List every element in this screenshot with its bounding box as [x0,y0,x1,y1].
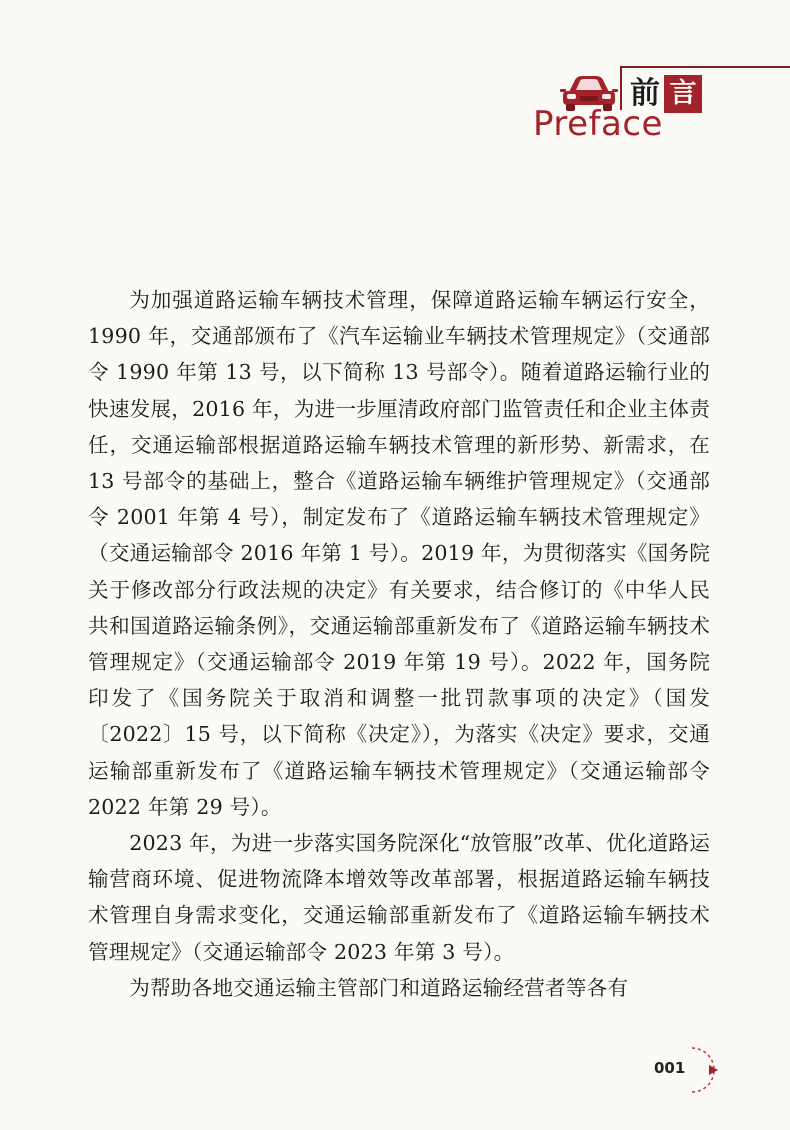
paragraph-2: 2023 年，为进一步落实国务院深化“放管服”改革、优化道路运输营商环境、促进物流降本增效等改革部署，根据道路运输车辆技术管理自身需求变化，交通运输部重新发布了《道路运输车辆技术管理规定》（交通运输部令 2023 年第 3 号）。 [88,831,710,964]
title-char-yan: 言 [664,75,702,113]
header-rule [620,66,790,68]
page-title-en: Preface [533,104,663,144]
title-char-qian: 前 [630,76,660,111]
paragraph-1: 为加强道路运输车辆技术管理，保障道路运输车辆运行安全，1990 年，交通部颁布了《汽车运输业车辆技术管理规定》（交通部令 1990 年第 13 号，以下简称 13 号部令）。随着道路运输行业的快速发展，2016 年，为进一步厘清政府部门监管责任和企业主体责任，交通运输部根据道路运输车辆技术管理的新形势、新需求，在 13 号部令的基础上，整合《道路运输车辆维护管理规定》（交通部令 2001 年第 4 号），制定发布了《道路运输车辆技术管理规定》（交通运输部令 2016 年第 1 号）。2019 年，为贯彻落实《国务院关于修改部分行政法规的决定》有关要求，结合修订的《中华人民共和国道路运输条例》，交通运输部重新发布了《道路运输车辆技术管理规定》（交通运输部令 2019 年第 19 号）。2022 年，国务院印发了《国务院关于取消和调整一批罚款事项的决定》（国发〔2022〕15 号，以下简称《决定》），为落实《决定》要求，交通运输部重新发布了《道路运输车辆技术管理规定》（交通运输部令 2022 年第 29 号）。 [88,288,710,819]
body-text [88,282,710,1006]
page-number: 001 [654,1059,686,1077]
paragraph-3: 为帮助各地交通运输主管部门和道路运输经营者等各有 [129,975,629,1000]
